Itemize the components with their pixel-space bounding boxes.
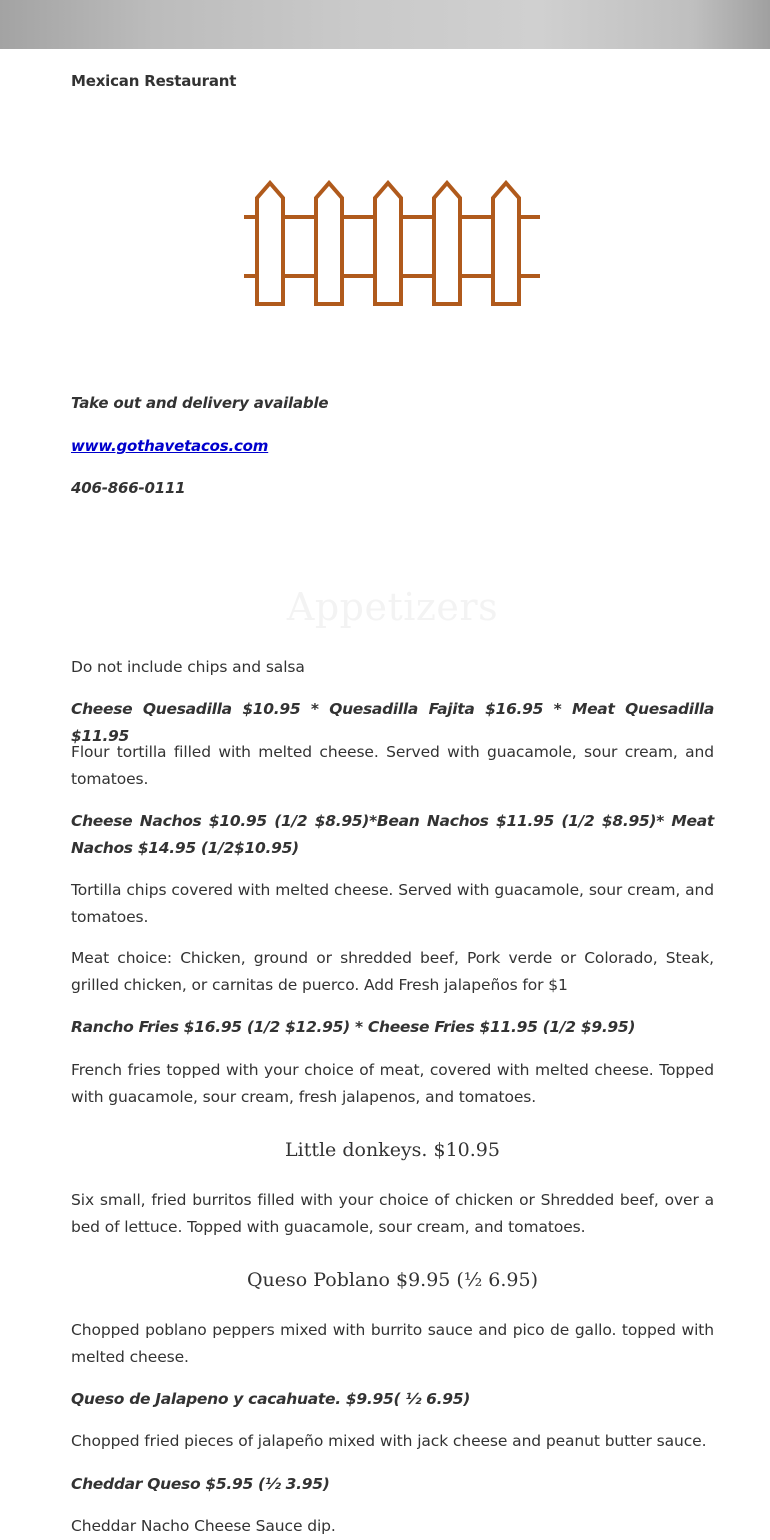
fence-icon xyxy=(243,180,541,308)
header-bar xyxy=(0,0,770,49)
cheddar-queso-item: Cheddar Queso $5.95 (½ 3.95) xyxy=(71,1475,330,1493)
website-link[interactable]: www.gothavetacos.com xyxy=(71,437,269,455)
nachos-description: Tortilla chips covered with melted cheese. Served with guacamole, sour cream, and tomatoes. xyxy=(71,881,714,926)
section-title-appetizers: Appetizers xyxy=(286,585,499,629)
queso-poblano-title: Queso Poblano $9.95 (½ 6.95) xyxy=(246,1269,539,1291)
phone-number: 406-866-0111 xyxy=(71,479,186,497)
fries-items: Rancho Fries $16.95 (1/2 $12.95) * Cheese Fries $11.95 (1/2 $9.95) xyxy=(71,1018,636,1036)
quesadilla-items: Cheese Quesadilla $10.95 * Quesadilla Fajita $16.95 * Meat Quesadilla $11.95 xyxy=(71,700,714,745)
queso-jalapeno-description: Chopped fried pieces of jalapeño mixed with jack cheese and peanut butter sauce. xyxy=(71,1432,707,1450)
quesadilla-description: Flour tortilla filled with melted cheese. Served with guacamole, sour cream, and tomatoes. xyxy=(71,743,714,788)
little-donkeys-description: Six small, fried burritos filled with your choice of chicken or Shredded beef, over a bed of lettuce. Topped with guacamole, sour cream, and tomatoes. xyxy=(71,1191,714,1236)
nachos-items: Cheese Nachos $10.95 (1/2 $8.95)*Bean Nachos $11.95 (1/2 $8.95)* Meat Nachos $14.95 (1/2$10.95) xyxy=(71,812,714,857)
queso-jalapeno-item: Queso de Jalapeno y cacahuate. $9.95( ½ 6.95) xyxy=(71,1390,470,1408)
little-donkeys-title: Little donkeys. $10.95 xyxy=(285,1139,500,1161)
takeout-notice: Take out and delivery available xyxy=(71,394,329,412)
cheddar-queso-description: Cheddar Nacho Cheese Sauce dip. xyxy=(71,1517,336,1535)
meat-choice-note: Meat choice: Chicken, ground or shredded beef, Pork verde or Colorado, Steak, grilled chicken, or carnitas de puerco. Add Fresh jalapeños for $1 xyxy=(71,949,714,994)
queso-poblano-description: Chopped poblano peppers mixed with burrito sauce and pico de gallo. topped with melted cheese. xyxy=(71,1321,714,1366)
restaurant-name: Mexican Restaurant xyxy=(71,72,237,90)
fries-description: French fries topped with your choice of meat, covered with melted cheese. Topped with guacamole, sour cream, fresh jalapenos, and tomatoes. xyxy=(71,1061,714,1106)
menu-note: Do not include chips and salsa xyxy=(71,658,305,676)
